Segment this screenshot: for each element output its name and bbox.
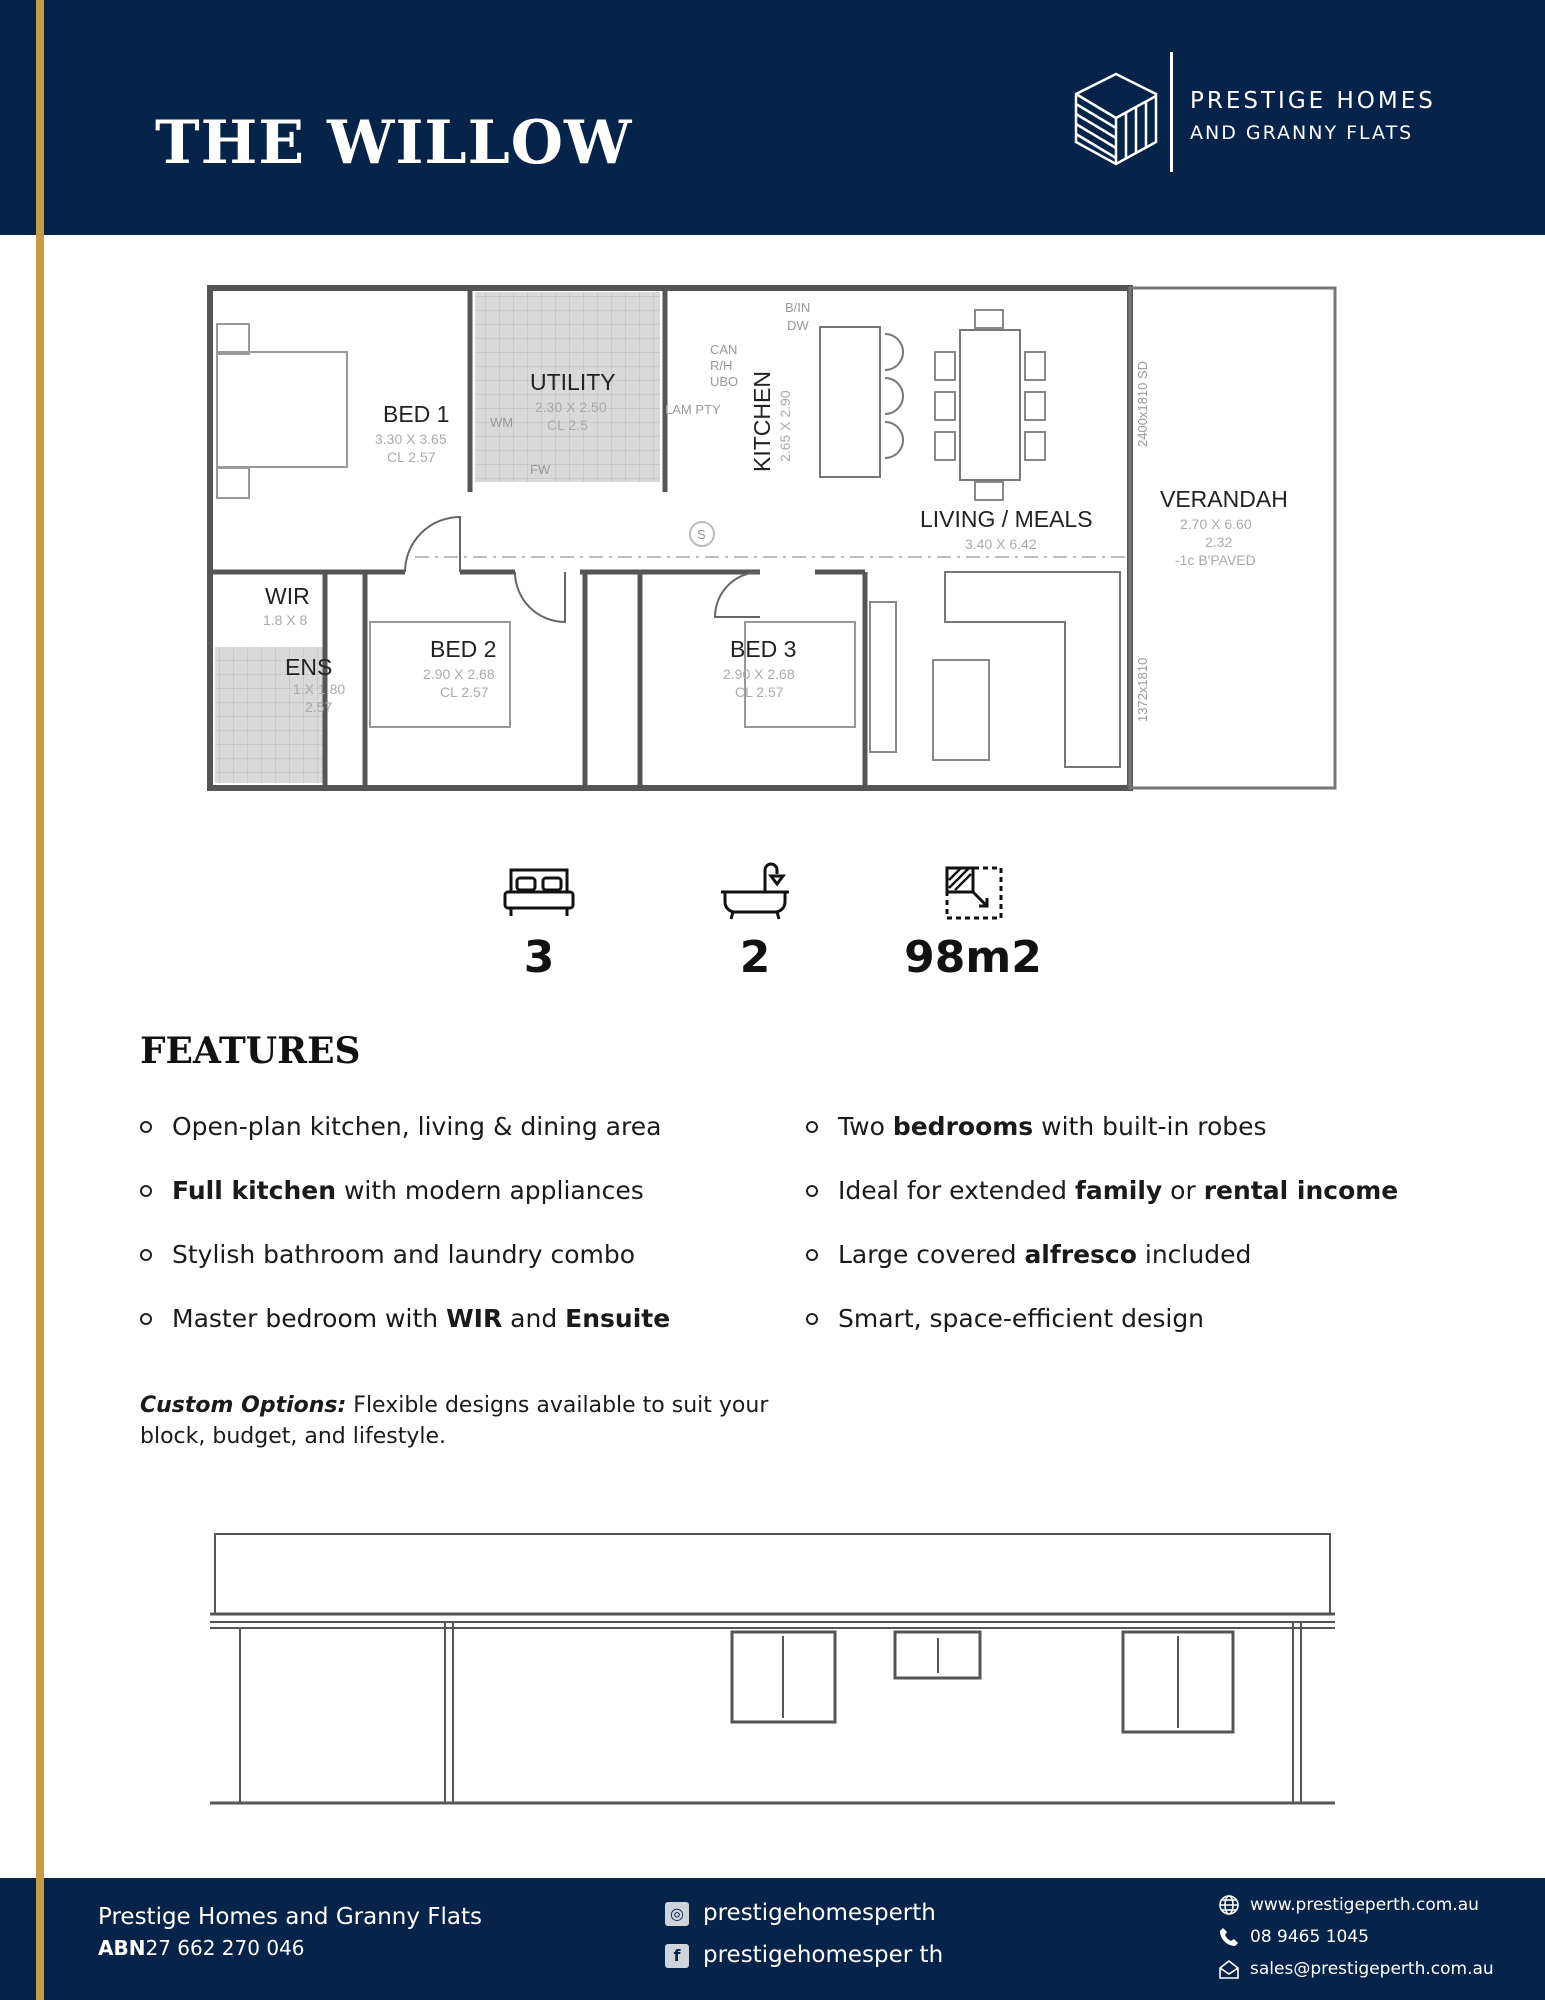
side-elevation-drawing <box>205 1528 1340 1808</box>
stat-area <box>898 862 1048 983</box>
website-link[interactable] <box>1218 1894 1479 1916</box>
feature-item <box>806 1176 1426 1240</box>
room-dims-bed2: 2.90 X 2.68 <box>423 666 495 682</box>
website-text: www.prestigeperth.com.au <box>1250 1895 1479 1915</box>
floor-area-icon <box>935 862 1011 922</box>
room-dims-ens: 1.X 1.80 <box>293 681 346 697</box>
fixture-rh: R/H <box>710 358 733 373</box>
fixture-can: CAN <box>710 342 738 357</box>
feature-text: Smart, space-efficient design <box>838 1304 1205 1333</box>
floor-area-value: 98m2 <box>904 932 1042 983</box>
feature-highlight: rental income <box>1203 1176 1399 1205</box>
company-logo <box>1070 52 1470 176</box>
page-title: THE WILLOW <box>155 108 633 178</box>
features-list-right <box>806 1112 1426 1368</box>
footer <box>0 1878 1545 2000</box>
abn-label: ABN <box>98 1936 146 1960</box>
feature-text: Large covered <box>838 1240 1025 1269</box>
fixture-ubo: UBO <box>710 374 739 389</box>
custom-options-text: Flexible designs available to suit your block, budget, and lifestyle. <box>140 1393 769 1449</box>
feature-item <box>140 1112 715 1176</box>
feature-highlight: Ensuite <box>565 1304 671 1333</box>
fixture-dw: DW <box>787 318 809 333</box>
facebook-link[interactable] <box>665 1942 943 1968</box>
feature-item <box>140 1304 715 1368</box>
phone-text: 08 9465 1045 <box>1250 1927 1369 1947</box>
fixture-bin: B/IN <box>785 300 811 315</box>
logo-divider <box>1170 52 1173 172</box>
gold-accent-bar <box>36 0 44 2000</box>
room-label-utility: UTILITY <box>530 369 616 395</box>
room-dims-bed1: 3.30 X 3.65 <box>375 431 447 447</box>
feature-text: and <box>502 1304 566 1333</box>
feature-text: Ideal for extended <box>838 1176 1075 1205</box>
logo-cube-icon <box>1070 64 1162 174</box>
feature-text: or <box>1162 1176 1204 1205</box>
email-text: sales@prestigeperth.com.au <box>1250 1959 1494 1979</box>
door-label-side: 1372x1810 <box>1135 657 1150 722</box>
brand-subname: AND GRANNY FLATS <box>1190 122 1414 144</box>
bullet-icon <box>806 1249 818 1261</box>
feature-highlight: Full kitchen <box>172 1176 336 1205</box>
bedrooms-count: 3 <box>523 932 555 983</box>
bullet-icon <box>140 1121 152 1133</box>
feature-item <box>140 1176 715 1240</box>
globe-icon <box>1218 1894 1240 1916</box>
bullet-icon <box>140 1185 152 1197</box>
room-label-kitchen: KITCHEN <box>749 371 775 472</box>
features-heading: FEATURES <box>140 1030 361 1072</box>
feature-highlight: bedrooms <box>892 1112 1034 1141</box>
room-dims-verandah: 2.70 X 6.60 <box>1180 516 1252 532</box>
feature-text: included <box>1136 1240 1252 1269</box>
feature-item <box>806 1240 1426 1304</box>
feature-highlight: alfresco <box>1024 1240 1137 1269</box>
feature-item <box>806 1112 1426 1176</box>
header-banner <box>0 0 1545 235</box>
room-label-ens: ENS <box>285 654 333 680</box>
room-label-living: LIVING / MEALS <box>920 506 1093 532</box>
room-cl-utility: CL 2.5 <box>547 417 588 433</box>
feature-highlight: WIR <box>446 1304 503 1333</box>
brand-name: PRESTIGE HOMES <box>1190 88 1436 114</box>
bullet-icon <box>140 1313 152 1325</box>
feature-highlight: family <box>1075 1176 1163 1205</box>
floor-plan <box>205 282 1340 797</box>
phone-icon <box>1218 1926 1240 1948</box>
facebook-icon: f <box>665 1944 689 1968</box>
feature-text: Open-plan kitchen, living & dining area <box>172 1112 662 1141</box>
feature-text: Master bedroom with <box>172 1304 447 1333</box>
room-dims-wir: 1.8 X 8 <box>263 612 308 628</box>
stat-bathrooms <box>680 862 830 983</box>
fixture-s: S <box>697 527 706 542</box>
bed-icon <box>501 862 577 922</box>
features-list-left <box>140 1112 715 1368</box>
footer-abn <box>98 1936 305 1960</box>
instagram-link[interactable] <box>665 1900 936 1926</box>
bath-icon <box>717 862 793 922</box>
instagram-icon: ◎ <box>665 1902 689 1926</box>
phone-link[interactable] <box>1218 1926 1369 1948</box>
custom-options-label: Custom Options: <box>140 1393 347 1418</box>
feature-item <box>140 1240 715 1304</box>
email-link[interactable] <box>1218 1958 1494 1980</box>
bathrooms-count: 2 <box>739 932 771 983</box>
fixture-wm: WM <box>490 415 514 430</box>
room-label-bed2: BED 2 <box>430 636 497 662</box>
facebook-handle: prestigehomesper th <box>703 1942 944 1968</box>
room-dims-kitchen: 2.65 X 2.90 <box>777 390 793 462</box>
stat-bedrooms <box>464 862 614 983</box>
fixture-fw: FW <box>530 462 551 477</box>
bullet-icon <box>806 1313 818 1325</box>
room-note-verandah: -1c B'PAVED <box>1175 552 1256 568</box>
custom-options <box>140 1390 780 1452</box>
room-dims-utility: 2.30 X 2.50 <box>535 399 607 415</box>
footer-company-name: Prestige Homes and Granny Flats <box>98 1904 482 1930</box>
email-icon <box>1218 1958 1240 1980</box>
room-cl-ens: 2.57 <box>305 699 333 715</box>
abn-value: 27 662 270 046 <box>145 1936 305 1960</box>
feature-text: Two <box>838 1112 893 1141</box>
room-label-wir: WIR <box>265 583 310 609</box>
room-dims-living: 3.40 X 6.42 <box>965 536 1037 552</box>
room-cl-bed2: CL 2.57 <box>440 684 489 700</box>
room-cl-verandah: 2.32 <box>1205 534 1233 550</box>
room-label-bed3: BED 3 <box>730 636 797 662</box>
room-dims-bed3: 2.90 X 2.68 <box>723 666 795 682</box>
instagram-handle: prestigehomesperth <box>703 1900 936 1926</box>
bullet-icon <box>806 1121 818 1133</box>
bullet-icon <box>140 1249 152 1261</box>
room-cl-bed3: CL 2.57 <box>735 684 784 700</box>
room-label-verandah: VERANDAH <box>1160 486 1288 512</box>
feature-text: with built-in robes <box>1033 1112 1267 1141</box>
door-label-sliding: 2400x1810 SD <box>1135 360 1150 447</box>
room-label-bed1: BED 1 <box>383 401 450 427</box>
feature-text: with modern appliances <box>336 1176 644 1205</box>
feature-item <box>806 1304 1426 1368</box>
room-cl-bed1: CL 2.57 <box>387 449 436 465</box>
bullet-icon <box>806 1185 818 1197</box>
feature-text: Stylish bathroom and laundry combo <box>172 1240 636 1269</box>
fixture-lam-pty: LAM PTY <box>665 402 721 417</box>
